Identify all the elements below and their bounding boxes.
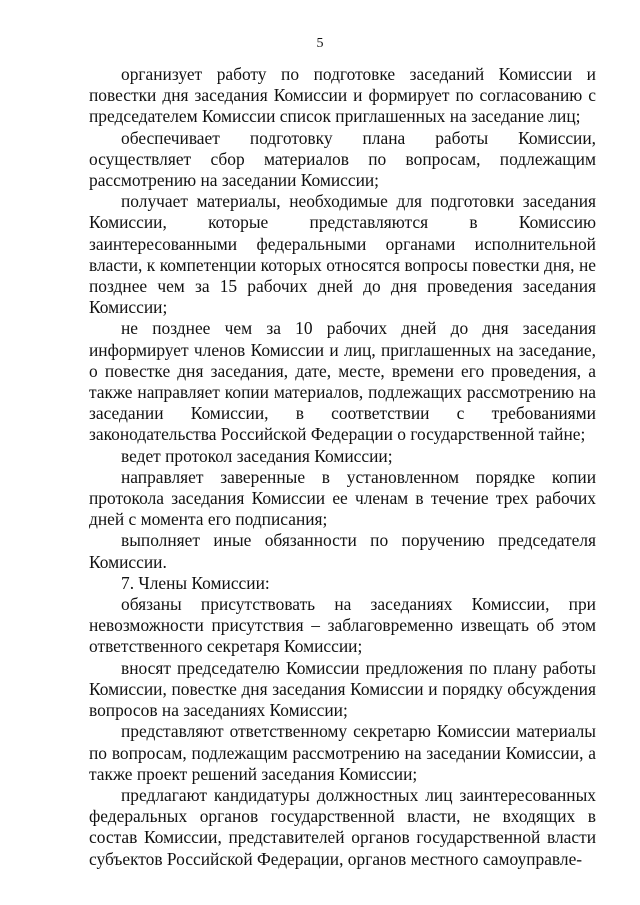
paragraph-attendance: обязаны присутствовать на заседаниях Комиссии, при невозможности присутствия – заблаговременно извещать об этом ответственного секретаря Комиссии; — [89, 594, 596, 657]
paragraph-submit-materials: представляют ответственному секретарю Комиссии материалы по вопросам, подлежащим рассмотрению на заседании Комиссии, а также проект решений заседания Комиссии; — [89, 721, 596, 784]
paragraph-work-plan: обеспечивает подготовку плана работы Комиссии, осуществляет сбор материалов по вопросам, подлежащим рассмотрению на заседании Комиссии; — [89, 127, 596, 191]
paragraph-informs-members: не позднее чем за 10 рабочих дней до дня заседания информирует членов Комиссии и лиц, приглашенных на заседание, о повестке дня заседания, дате, месте, времени его проведения, а также направляет копии материалов, подлежащих рассмотрению на заседании Комиссии, в соответствии с требованиями законодательства Российской Федерации о государственной тайне; — [89, 318, 596, 445]
document-body — [89, 64, 596, 870]
page-number: 5 — [316, 36, 324, 51]
paragraph-sends-minutes: направляет заверенные в установленном порядке копии протокола заседания Комиссии ее членам в течение трех рабочих дней с момента его подписания; — [89, 466, 596, 530]
paragraph-organizes-preparation: организует работу по подготовке заседаний Комиссии и повестки дня заседания Комиссии и формирует по согласованию с председателем Комиссии список приглашенных на заседание лиц; — [89, 64, 596, 127]
paragraph-receives-materials: получает материалы, необходимые для подготовки заседания Комиссии, которые представляются в Комиссию заинтересованными федеральными органами исполнительной власти, к компетенции которых относятся вопросы повестки дня, не позднее чем за 15 рабочих дней до дня проведения заседания Комиссии; — [89, 191, 596, 318]
paragraph-other-duties: выполняет иные обязанности по поручению председателя Комиссии. — [89, 530, 596, 572]
section-heading-members: 7. Члены Комиссии: — [121, 572, 270, 593]
paragraph-proposals: вносят председателю Комиссии предложения по плану работы Комиссии, повестке дня заседания Комиссии и порядку обсуждения вопросов на заседаниях Комиссии; — [89, 657, 596, 721]
paragraph-nominate-officials: предлагают кандидатуры должностных лиц заинтересованных федеральных органов государственной власти, не входящих в состав Комиссии, представителей органов государственной власти субъектов Российской Федерации, органов местного самоуправле- — [89, 784, 596, 869]
paragraph-keeps-minutes: ведет протокол заседания Комиссии; — [121, 445, 393, 466]
